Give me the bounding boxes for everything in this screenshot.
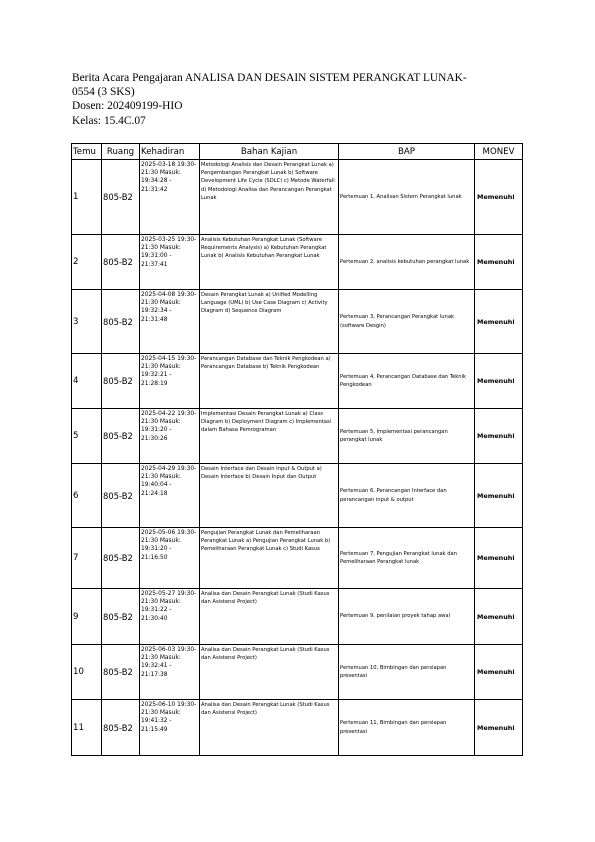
cell-monev: Memenuhi bbox=[475, 354, 523, 409]
col-header-bap: BAP bbox=[339, 144, 475, 160]
cell-temu: 9 bbox=[72, 589, 102, 645]
cell-bahan-kajian: Analisa dan Desain Perangkat Lunak (Studi Kasus dan Asistensi Project) bbox=[200, 589, 339, 645]
cell-bap: Pertemuan 2, analisis kebutuhan perangkat lunak bbox=[339, 235, 475, 290]
cell-temu: 4 bbox=[72, 354, 102, 409]
cell-ruang: 805-B2 bbox=[102, 589, 140, 645]
cell-kehadiran: 2025-04-08 19:30-21:30 Masuk: 19:32:34 - 21:31:48 bbox=[140, 290, 200, 354]
cell-kehadiran: 2025-06-10 19:30-21:30 Masuk: 19:41:32 - 21:15:49 bbox=[140, 700, 200, 756]
page-title-line2: 0554 (3 SKS) bbox=[72, 86, 135, 99]
cell-temu: 5 bbox=[72, 409, 102, 464]
cell-temu: 11 bbox=[72, 700, 102, 756]
cell-ruang: 805-B2 bbox=[102, 354, 140, 409]
table-row bbox=[72, 354, 523, 409]
cell-ruang: 805-B2 bbox=[102, 409, 140, 464]
cell-bahan-kajian: Analisis Kebutuhan Perangkat Lunak (Software Requirements Analysis) a) Kebutuhan Perangkat Lunak b) Analisis Kebutuhan Perangkat Lunak bbox=[200, 235, 339, 290]
cell-kehadiran: 2025-05-27 19:30-21:30 Masuk: 19:31:22 - 21:30:40 bbox=[140, 589, 200, 645]
cell-monev: Memenuhi bbox=[475, 235, 523, 290]
cell-temu: 2 bbox=[72, 235, 102, 290]
cell-bap: Pertemuan 10, Bimbingan dan persiapan presentasi bbox=[339, 645, 475, 700]
cell-kehadiran: 2025-04-15 19:30-21:30 Masuk: 19:32:21 - 21:28:19 bbox=[140, 354, 200, 409]
table-row bbox=[72, 700, 523, 756]
document-header bbox=[72, 71, 532, 128]
col-header-monev: MONEV bbox=[475, 144, 523, 160]
cell-monev: Memenuhi bbox=[475, 700, 523, 756]
table-row bbox=[72, 409, 523, 464]
cell-temu: 10 bbox=[72, 645, 102, 700]
class-line: Kelas: 15.4C.07 bbox=[72, 114, 146, 127]
table-row bbox=[72, 528, 523, 589]
cell-ruang: 805-B2 bbox=[102, 235, 140, 290]
lecturer-line: Dosen: 202409199-HIO bbox=[72, 100, 183, 113]
cell-ruang: 805-B2 bbox=[102, 700, 140, 756]
cell-bap: Pertemuan 11, Bimbingan dan persiapan presentasi bbox=[339, 700, 475, 756]
cell-monev: Memenuhi bbox=[475, 464, 523, 528]
col-header-bahan-kajian: Bahan Kajian bbox=[200, 144, 339, 160]
cell-bap: Pertemuan 3, Perancangan Perangkat lunak (software Desgin) bbox=[339, 290, 475, 354]
cell-ruang: 805-B2 bbox=[102, 645, 140, 700]
table-row bbox=[72, 589, 523, 645]
cell-kehadiran: 2025-03-25 19:30-21:30 Masuk: 19:31:00 - 21:37:41 bbox=[140, 235, 200, 290]
cell-monev: Memenuhi bbox=[475, 160, 523, 235]
cell-temu: 6 bbox=[72, 464, 102, 528]
cell-kehadiran: 2025-04-22 19:30-21:30 Masuk: 19:31:20 - 21:30:26 bbox=[140, 409, 200, 464]
cell-monev: Memenuhi bbox=[475, 528, 523, 589]
cell-bap: Pertemuan 1, Analisan Sistem Perangkat lunak bbox=[339, 160, 475, 235]
cell-monev: Memenuhi bbox=[475, 589, 523, 645]
cell-temu: 3 bbox=[72, 290, 102, 354]
col-header-kehadiran: Kehadiran bbox=[140, 144, 200, 160]
cell-bap: Pertemuan 5, Implementasi perancangan perangkat lunak bbox=[339, 409, 475, 464]
cell-bahan-kajian: Desain Interface dan Desain Input & Output a) Desain Interface b) Desain Input dan Output bbox=[200, 464, 339, 528]
cell-bap: Pertemuan 7, Pengujian Perangkat lunak dan Pemeliharaan Perangkat lunak bbox=[339, 528, 475, 589]
cell-kehadiran: 2025-06-03 19:30-21:30 Masuk: 19:32:41 - 21:17:38 bbox=[140, 645, 200, 700]
table-row bbox=[72, 464, 523, 528]
attendance-table bbox=[71, 143, 523, 756]
cell-bap: Pertemuan 9, penilaian proyek tahap awal bbox=[339, 589, 475, 645]
cell-ruang: 805-B2 bbox=[102, 528, 140, 589]
col-header-temu: Temu bbox=[72, 144, 102, 160]
cell-bahan-kajian: Desain Perangkat Lunak a) Unified Modelling Language (UML) b) Use Case Diagram c) Activity Diagram d) Sequence Diagram bbox=[200, 290, 339, 354]
cell-monev: Memenuhi bbox=[475, 645, 523, 700]
cell-ruang: 805-B2 bbox=[102, 160, 140, 235]
table-row bbox=[72, 645, 523, 700]
cell-bahan-kajian: Analisa dan Desain Perangkat Lunak (Studi Kasus dan Asistensi Project) bbox=[200, 700, 339, 756]
cell-bahan-kajian: Implementasi Desain Perangkat Lunak a) Class Diagram b) Deployment Diagram c) Implementasi dalam Bahasa Pemrograman bbox=[200, 409, 339, 464]
table-row bbox=[72, 235, 523, 290]
table-row bbox=[72, 290, 523, 354]
cell-monev: Memenuhi bbox=[475, 409, 523, 464]
cell-kehadiran: 2025-03-18 19:30-21:30 Masuk: 19:34:28 - 21:31:42 bbox=[140, 160, 200, 235]
col-header-ruang: Ruang bbox=[102, 144, 140, 160]
table-header-row bbox=[72, 144, 523, 160]
cell-temu: 7 bbox=[72, 528, 102, 589]
cell-bahan-kajian: Analisa dan Desain Perangkat Lunak (Studi Kasus dan Asistensi Project) bbox=[200, 645, 339, 700]
cell-bahan-kajian: Pengujian Perangkat Lunak dan Pemeliharaan Perangkat Lunak a) Pengujian Perangkat Lunak b) Pemeliharaan Perangkat Lunak c) Studi Kasus bbox=[200, 528, 339, 589]
cell-bap: Pertemuan 4, Perancangan Database dan Teknik Pengkodean bbox=[339, 354, 475, 409]
cell-ruang: 805-B2 bbox=[102, 464, 140, 528]
cell-ruang: 805-B2 bbox=[102, 290, 140, 354]
cell-temu: 1 bbox=[72, 160, 102, 235]
cell-bahan-kajian: Metodologi Analisis dan Desain Perangkat Lunak a) Pengembangan Perangkat Lunak b) Software Development Life Cycle (SDLC) c) Metode Waterfall d) Metodologi Analisa dan Perancangan Perangkat Lunak bbox=[200, 160, 339, 235]
table-row bbox=[72, 160, 523, 235]
cell-kehadiran: 2025-04-29 19:30-21:30 Masuk: 19:40:04 - 21:24:18 bbox=[140, 464, 200, 528]
cell-kehadiran: 2025-05-06 19:30-21:30 Masuk: 19:31:20 - 21:16:50 bbox=[140, 528, 200, 589]
cell-bap: Pertemuan 6, Perancangan Interface dan perancangan input & output bbox=[339, 464, 475, 528]
cell-bahan-kajian: Perancangan Database dan Teknik Pengkodean a) Perancangan Database b) Teknik Pengkodean bbox=[200, 354, 339, 409]
page-title-line1: Berita Acara Pengajaran ANALISA DAN DESAIN SISTEM PERANGKAT LUNAK- bbox=[72, 72, 467, 84]
cell-monev: Memenuhi bbox=[475, 290, 523, 354]
